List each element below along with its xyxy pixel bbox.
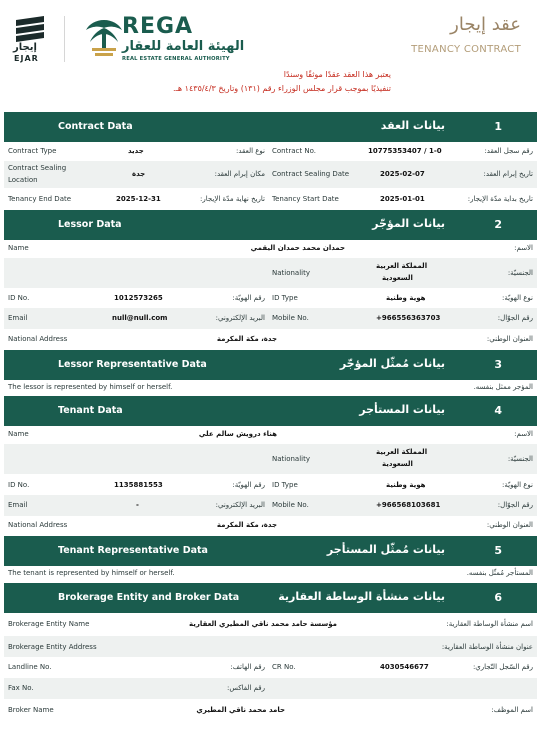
lessor-mobile-value: +966556363703 [376, 314, 441, 322]
table-row [4, 613, 537, 636]
tenant-idtype-value: هوية وطنية [386, 481, 426, 489]
ejar-logo-english: EJAR [14, 54, 39, 63]
sealing-location-label-2: Location [8, 176, 38, 184]
tenant-id-label-ar: رقم الهويّة: [232, 481, 265, 489]
lessor-email-label: Email [8, 314, 28, 322]
tenant-mobile-label: Mobile No. [272, 501, 309, 509]
sealing-date-label: Contract Sealing Date [272, 170, 350, 178]
section-title-en: Tenant Representative Data [58, 545, 208, 556]
section-number: 5 [494, 544, 502, 557]
broker-cr-label: CR No. [272, 663, 296, 671]
tenant-email-value: - [136, 501, 139, 509]
tenant-mobile-value: +966568103681 [376, 501, 441, 509]
table-row [4, 566, 537, 583]
header-divider [64, 16, 65, 62]
section-title-en: Contract Data [58, 121, 133, 132]
table-row [4, 161, 537, 188]
section-header-lessor [4, 210, 537, 240]
table-row [4, 288, 537, 308]
lessor-name-value: حمدان محمد حمدان اليقمي [250, 244, 345, 252]
tenant-mobile-label-ar: رقم الجوّال: [497, 501, 533, 509]
tenant-idtype-label-ar: نوع الهويّة: [502, 481, 533, 489]
lessor-id-value: 1012573265 [114, 294, 163, 302]
broker-landline-label: Landline No. [8, 663, 52, 671]
broker-entity-address-label-ar: عنوان منشأة الوساطة العقارية: [441, 643, 533, 651]
rega-name-arabic: الهيئة العامة للعقار [122, 39, 245, 54]
tenant-id-label: ID No. [8, 481, 30, 489]
section-header-contract [4, 112, 537, 142]
broker-entity-name-value: مؤسسة حامد محمد ناقي المطيري العقارية [189, 620, 337, 628]
section-title-en: Lessor Representative Data [58, 359, 207, 370]
document-header [0, 0, 541, 110]
table-row [4, 380, 537, 396]
tenant-nationality-label-ar: الجنسيّة: [507, 455, 533, 463]
section-header-tenant-rep [4, 536, 537, 566]
document-title-english: TENANCY CONTRACT [411, 44, 521, 55]
table-row [4, 329, 537, 349]
legal-notice-line2: تنفيذيًا بموجب قرار مجلس الوزراء رقم (١٣١) وتاريخ ١٤٣٥/٤/٣ هـ. [173, 84, 391, 93]
lessor-id-label-ar: رقم الهويّة: [232, 294, 265, 302]
tenant-address-label-ar: العنوان الوطني: [486, 521, 533, 529]
broker-name-label-ar: اسم الموظف: [491, 706, 533, 714]
rega-palm-logo-icon [84, 14, 124, 62]
table-row [4, 474, 537, 495]
tenancy-end-label-ar: تاريخ نهاية مدّة الإيجار: [200, 195, 265, 203]
tenancy-start-value: 2025-01-01 [380, 195, 425, 203]
section-header-broker [4, 583, 537, 613]
lessor-address-label-ar: العنوان الوطني: [486, 335, 533, 343]
table-row [4, 258, 537, 288]
section-title-en: Lessor Data [58, 219, 122, 230]
section-number: 2 [494, 218, 502, 231]
lessor-idtype-label: ID Type [272, 294, 298, 302]
tenant-name-value: هناء درويش سالم علي [198, 430, 277, 438]
section-title-ar: بيانات المستأجر [359, 403, 445, 416]
table-row [4, 699, 537, 721]
section-title-ar: بيانات مُمثّل المستأجر [326, 543, 445, 556]
section-number: 6 [494, 591, 502, 604]
sealing-location-label: Contract Sealing [8, 164, 67, 172]
section-header-tenant [4, 396, 537, 426]
lessor-rep-text-ar: المؤجر ممثل بنفسه. [473, 383, 533, 391]
lessor-address-label: National Address [8, 335, 68, 343]
contract-no-label-ar: رقم سجل العقد: [484, 147, 533, 155]
table-row [4, 636, 537, 657]
lessor-mobile-label-ar: رقم الجوّال: [497, 314, 533, 322]
table-row [4, 308, 537, 329]
lessor-mobile-label: Mobile No. [272, 314, 309, 322]
table-row [4, 426, 537, 444]
tenant-nationality-value-2: السعودية [382, 460, 413, 468]
rega-name-english: REAL ESTATE GENERAL AUTHORITY [122, 56, 230, 62]
sealing-date-value: 2025-02-07 [380, 170, 425, 178]
tenant-address-label: National Address [8, 521, 68, 529]
broker-fax-label-ar: رقم الفاكس: [227, 684, 265, 692]
tenant-name-label-ar: الاسم: [514, 430, 533, 438]
lessor-email-label-ar: البريد الإلكتروني: [215, 314, 265, 322]
ejar-logo-arabic: إيجار [13, 42, 37, 53]
table-row [4, 188, 537, 210]
section-number: 3 [494, 358, 502, 371]
lessor-address-value: جدة، مكة المكرمة [216, 335, 277, 343]
lessor-rep-text: The lessor is represented by himself or herself. [8, 383, 173, 391]
broker-name-label: Broker Name [8, 706, 54, 714]
tenancy-end-label: Tenancy End Date [8, 195, 72, 203]
table-row [4, 657, 537, 678]
tenant-rep-text: The tenant is represented by himself or herself. [8, 569, 175, 577]
section-number: 1 [494, 120, 502, 133]
contract-no-value: 10775353407 / 1-0 [368, 147, 442, 155]
section-title-ar: بيانات المؤجّر [372, 217, 445, 230]
lessor-id-label: ID No. [8, 294, 30, 302]
legal-notice-line1: يعتبر هذا العقد عقدًا موثقًا وسندًا [283, 70, 391, 79]
lessor-name-label: Name [8, 244, 29, 252]
broker-entity-address-label: Brokerage Entity Address [8, 643, 97, 651]
lessor-email-value: null@null.com [112, 314, 168, 322]
rega-title: REGA [122, 14, 194, 39]
table-row [4, 516, 537, 535]
tenant-nationality-label: Nationality [272, 455, 311, 463]
section-title-en: Brokerage Entity and Broker Data [58, 592, 240, 603]
table-row [4, 142, 537, 161]
tenant-address-value: جدة، مكة المكرمة [216, 521, 277, 529]
tenant-email-label: Email [8, 501, 28, 509]
sealing-date-label-ar: تاريخ إبرام العقد: [483, 170, 533, 178]
lessor-nationality-value-2: السعودية [382, 274, 413, 282]
contract-no-label: Contract No. [272, 147, 316, 155]
section-title-en: Tenant Data [58, 405, 123, 416]
tenant-name-label: Name [8, 430, 29, 438]
tenancy-start-label: Tenancy Start Date [272, 195, 339, 203]
broker-cr-value: 4030546677 [380, 663, 429, 671]
lessor-name-label-ar: الاسم: [514, 244, 533, 252]
tenant-idtype-label: ID Type [272, 481, 298, 489]
broker-landline-label-ar: رقم الهاتف: [230, 663, 265, 671]
lessor-idtype-value: هوية وطنية [386, 294, 426, 302]
sealing-location-value: جدة [132, 170, 146, 178]
table-row [4, 678, 537, 699]
section-title-ar: بيانات مُمثّل المؤجّر [339, 357, 445, 370]
contract-type-label: Contract Type [8, 147, 57, 155]
section-title-ar: بيانات العقد [380, 119, 445, 132]
table-row [4, 444, 537, 474]
section-number: 4 [494, 404, 502, 417]
tenant-nationality-value-1: المملكة العربية [376, 448, 428, 456]
tenancy-end-value: 2025-12-31 [116, 195, 161, 203]
sealing-location-label-ar: مكان إبرام العقد: [214, 170, 265, 178]
lessor-nationality-value-1: المملكة العربية [376, 262, 428, 270]
document-title-arabic: عقد إيجار [450, 14, 521, 35]
lessor-nationality-label-ar: الجنسيّة: [507, 269, 533, 277]
tenant-email-label-ar: البريد الإلكتروني: [215, 501, 265, 509]
broker-fax-label: Fax No. [8, 684, 34, 692]
contract-type-label-ar: نوع العقد: [236, 147, 265, 155]
broker-name-value: حامد محمد ناقي المطيري [196, 706, 285, 714]
lessor-idtype-label-ar: نوع الهويّة: [502, 294, 533, 302]
section-header-lessor-rep [4, 350, 537, 380]
broker-entity-name-label-ar: اسم منشأة الوساطة العقارية: [446, 620, 533, 628]
tenancy-start-label-ar: تاريخ بداية مدّة الإيجار: [467, 195, 533, 203]
table-row [4, 240, 537, 258]
tenant-id-value: 1135881553 [114, 481, 163, 489]
broker-cr-label-ar: رقم السّجل التّجاري: [472, 663, 533, 671]
lessor-nationality-label: Nationality [272, 269, 311, 277]
broker-entity-name-label: Brokerage Entity Name [8, 620, 90, 628]
section-title-ar: بيانات منشأة الوساطة العقارية [278, 590, 445, 603]
table-row [4, 495, 537, 516]
contract-type-value: جديد [128, 147, 144, 155]
tenant-rep-text-ar: المستأجر مُمثّل بنفسه. [466, 569, 533, 577]
